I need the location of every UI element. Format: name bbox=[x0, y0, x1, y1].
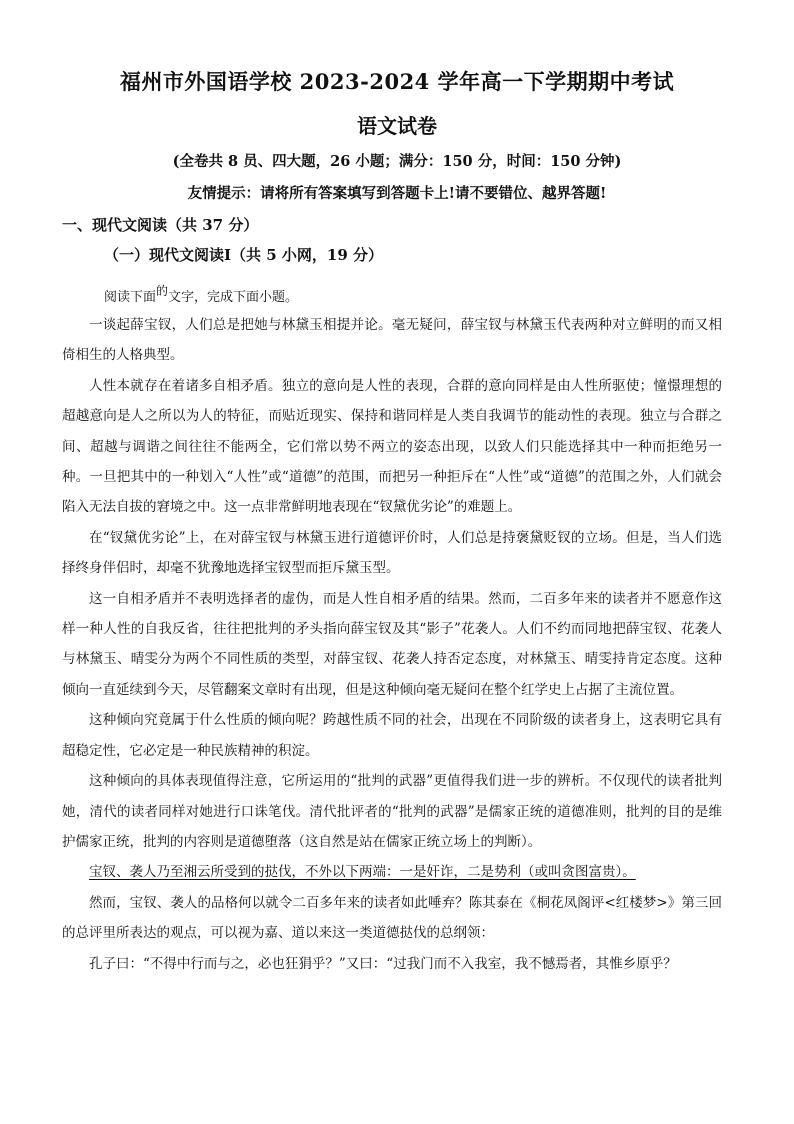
passage-body bbox=[62, 310, 722, 979]
paragraph-9: 孔子曰：“不得中行而与之，必也狂狷乎？”又曰：“过我门而不入我室，我不憾焉者，其惟乡原乎？ bbox=[89, 955, 677, 972]
reading-instruction bbox=[104, 282, 298, 305]
exam-info: (全卷共 8 员、四大题，26 小题；满分：150 分，时间：150 分钟) bbox=[172, 153, 622, 170]
exam-title: 福州市外国语学校 2023-2024 学年高一下学期期中考试 bbox=[119, 69, 675, 94]
paragraph-2: 人性本就存在着诸多自相矛盾。独立的意向是人性的表现，合群的意向同样是由人性所驱使；憧憬理想的超越意向是人之所以为人的特征，而贴近现实、保持和谐同样是人类自我调节的能动性的表现。独立与合群之间、超越与调谐之间往往不能两全，它们常以势不两立的姿态出现，以致人们只能选择其中一种而拒绝另一种。一旦把其中的一种划入“人性”或“道德”的范围，而把另一种拒斥在“人性”或“道德”的范围之外，人们就会陷入无法自拔的窘境之中。这一点非常鲜明地表现在“钗黛优劣论”的难题上。 bbox=[62, 377, 722, 516]
paragraph-5: 这种倾向究竟属于什么性质的倾向呢？跨越性质不同的社会，出现在不同阶级的读者身上，这表明它具有超稳定性，它必定是一种民族精神的积淀。 bbox=[62, 712, 722, 759]
exam-subtitle: 语文试卷 bbox=[357, 114, 437, 138]
instruction-post: 文字，完成下面小题。 bbox=[168, 289, 299, 304]
paragraph-4: 这一自相矛盾并不表明选择者的虚伪，而是人性自相矛盾的结果。然而，二百多年来的读者并不愿意作这样一种人性的自我反省，往往把批判的矛头指向薛宝钗及其“影子”花袭人。人们不约而同地把薛宝钗、花袭人与林黛玉、晴雯分为两个不同性质的类型，对薛宝钗、花袭人持否定态度，对林黛玉、晴雯持肯定态度。这种倾向一直延续到今天，尽管翻案文章时有出现，但是这种倾向毫无疑问在整个红学史上占据了主流位置。 bbox=[62, 590, 722, 698]
section-heading: 一、现代文阅读（共 37 分） bbox=[62, 216, 259, 234]
subsection-heading: （一）现代文阅读Ⅰ（共 5 小网，19 分） bbox=[104, 246, 383, 264]
exam-tip: 友情提示：请将所有答案填写到答题卡上!请不要错位、越界答题! bbox=[187, 185, 607, 202]
instruction-pre: 阅读下面 bbox=[104, 289, 157, 304]
underlined-sentence: 宝钗、袭人乃至湘云所受到的挞伐，不外以下两端：一是奸诈，二是势利（或叫贪图富贵）。 bbox=[89, 864, 636, 881]
paragraph-7 bbox=[62, 857, 722, 887]
paragraph-1: 一谈起薛宝钗，人们总是把她与林黛玉相提并论。毫无疑问，薛宝钗与林黛玉代表两种对立鲜明的而又相倚相生的人格典型。 bbox=[62, 317, 722, 364]
paragraph-3: 在“钗黛优劣论”上，在对薛宝钗与林黛玉进行道德评价时，人们总是持褒黛贬钗的立场。但是，当人们选择终身伴侣时，却毫不犹豫地选择宝钗型而拒斥黛玉型。 bbox=[62, 529, 722, 577]
paragraph-8: 然而，宝钗、袭人的品格何以就令二百多年来的读者如此唾弃？陈其泰在《桐花凤阁评<红楼梦>》第三回的总评里所表达的观点，可以视为嘉、道以来这一类道德挞伐的总纲领： bbox=[62, 894, 722, 942]
instruction-sup: 的 bbox=[156, 284, 169, 298]
paragraph-6: 这种倾向的具体表现值得注意，它所运用的“批判的武器”更值得我们进一步的辨析。不仅现代的读者批判她，清代的读者同样对她进行口诛笔伐。清代批评者的“批判的武器”是儒家正统的道德准则，批判的目的是维护儒家正统，批判的内容则是道德堕落（这自然是站在儒家正统立场上的判断）。 bbox=[62, 773, 722, 850]
